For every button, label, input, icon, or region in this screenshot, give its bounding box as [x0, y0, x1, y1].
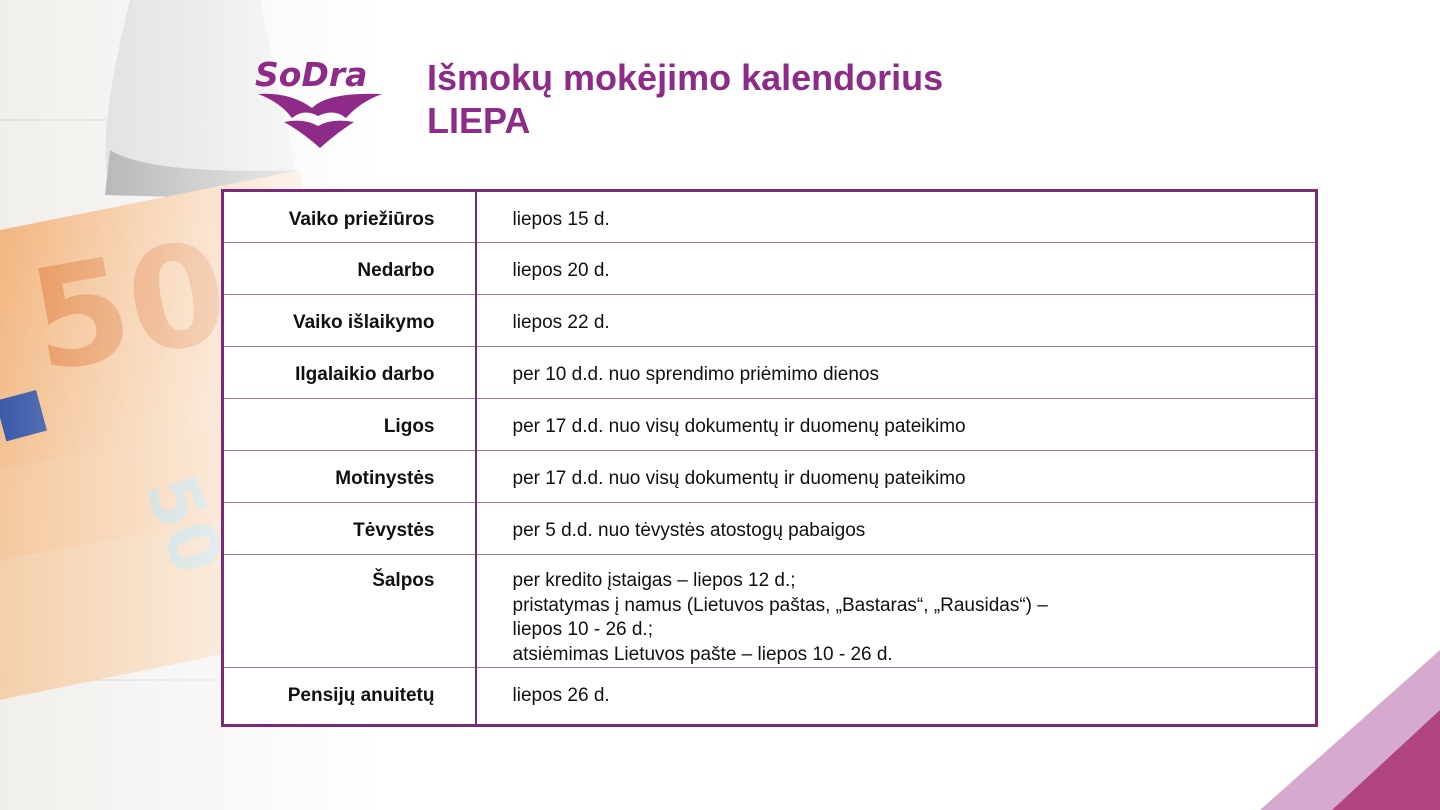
- table-row: [223, 555, 1317, 668]
- table-row: [223, 503, 1317, 555]
- row-label: Šalpos: [223, 555, 476, 668]
- row-value: liepos 26 d.: [512, 685, 610, 706]
- row-value: per 5 d.d. nuo tėvystės atostogų pabaigos: [476, 503, 1317, 555]
- row-label: Nedarbo: [223, 243, 476, 295]
- table-row: [223, 347, 1317, 399]
- value-line: atsiėmimas Lietuvos pašte – liepos 10 - 26 d.: [512, 643, 893, 665]
- row-value: liepos 20 d.: [476, 243, 1317, 295]
- page-title: [427, 56, 943, 142]
- row-value: per 10 d.d. nuo sprendimo priėmimo dienos: [476, 347, 1317, 399]
- row-value: per 17 d.d. nuo visų dokumentų ir duomenų pateikimo: [476, 399, 1317, 451]
- value-line: liepos 10 - 26 d.;: [512, 619, 653, 640]
- row-value: liepos 15 d.: [476, 191, 1317, 243]
- value-line: pristatymas į namus (Lietuvos paštas, „Bastaras“, „Rausidas“) –: [512, 594, 1048, 616]
- row-label: Motinystės: [223, 451, 476, 503]
- row-label: Ligos: [223, 399, 476, 451]
- svg-text:SoDra: SoDra: [255, 55, 368, 94]
- title-line-2: LIEPA: [427, 100, 531, 141]
- row-label: Tėvystės: [223, 503, 476, 555]
- table-row: [223, 668, 1317, 726]
- row-label: Pensijų anuitetų: [223, 668, 476, 726]
- table-row: [223, 399, 1317, 451]
- title-line-1: Išmokų mokėjimo kalendorius: [427, 57, 944, 98]
- row-label: Vaiko išlaikymo: [223, 295, 476, 347]
- table-row: [223, 243, 1317, 295]
- payment-calendar-table: [221, 189, 1318, 727]
- table-row: [223, 451, 1317, 503]
- value-line: per kredito įstaigas – liepos 12 d.;: [512, 570, 796, 591]
- row-label: Vaiko priežiūros: [223, 191, 476, 243]
- table-row: [223, 191, 1317, 243]
- row-value: per 17 d.d. nuo visų dokumentų ir duomenų pateikimo: [476, 451, 1317, 503]
- row-value: [476, 555, 1317, 668]
- row-value: liepos 22 d.: [476, 295, 1317, 347]
- row-label: Ilgalaikio darbo: [223, 347, 476, 399]
- sodra-logo: [250, 52, 390, 152]
- table-row: [223, 295, 1317, 347]
- corner-triangle-decoration: [1260, 650, 1440, 810]
